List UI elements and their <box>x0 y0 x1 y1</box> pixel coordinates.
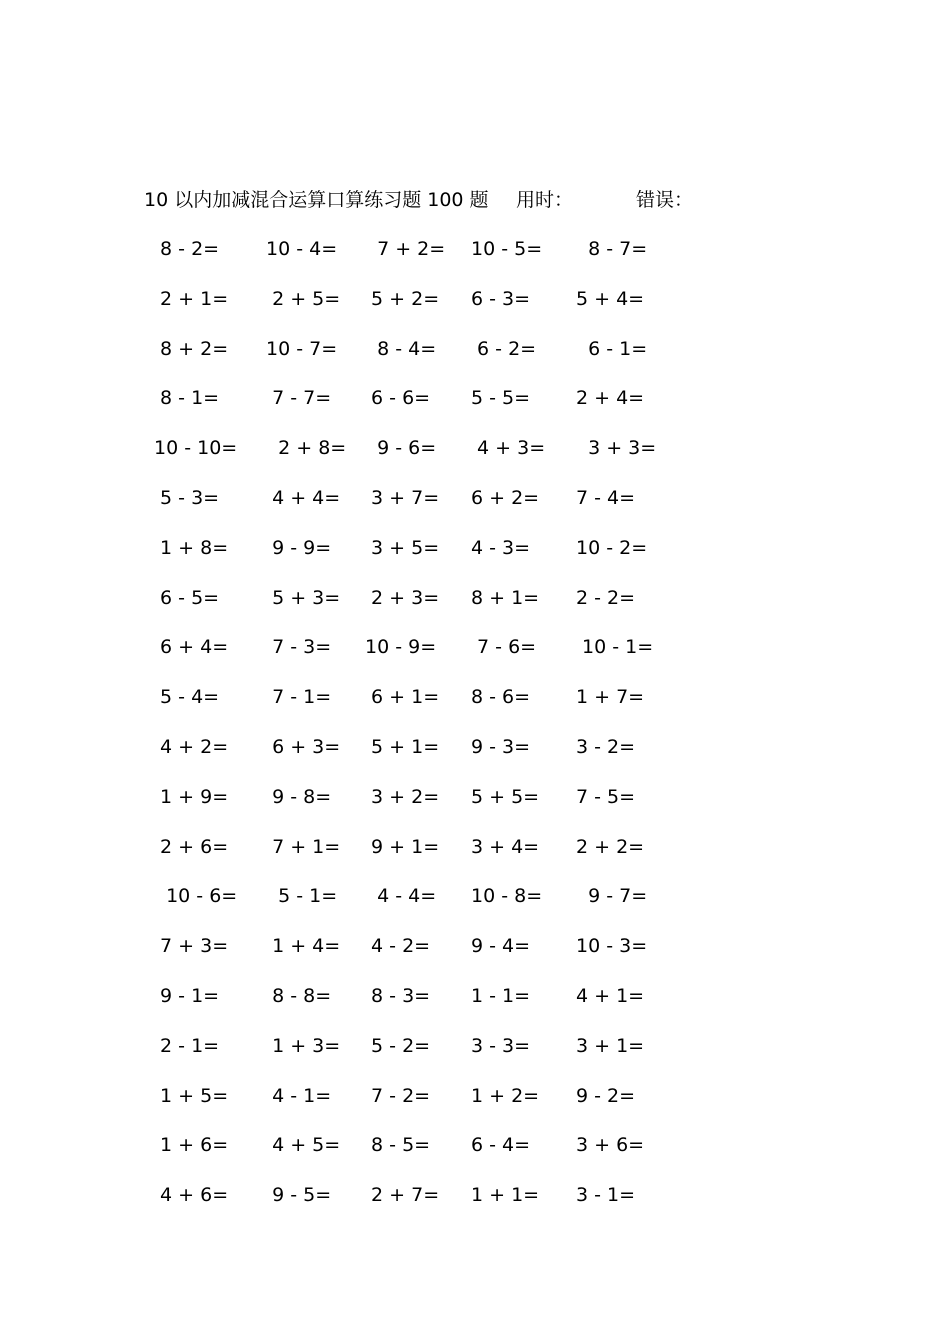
math-problem: 7 + 3= <box>154 935 229 958</box>
math-problem: 6 + 3= <box>260 735 341 758</box>
math-problem: 9 - 1= <box>154 984 220 1007</box>
math-problem: 6 - 1= <box>576 337 648 360</box>
math-problem: 2 + 8= <box>260 437 347 460</box>
math-problem: 7 - 5= <box>576 785 636 808</box>
math-problem: 4 - 4= <box>365 885 437 908</box>
math-problem: 2 + 5= <box>260 287 341 310</box>
math-problem: 7 + 2= <box>365 238 446 260</box>
math-problem: 4 + 5= <box>260 1134 341 1157</box>
math-problem: 5 - 5= <box>471 387 531 410</box>
math-problem: 8 - 4= <box>365 337 437 360</box>
math-problem: 7 - 7= <box>260 387 332 410</box>
math-problem: 3 - 3= <box>471 1034 531 1057</box>
math-problem: 9 - 6= <box>365 437 437 460</box>
math-problem: 8 - 2= <box>154 238 220 260</box>
math-problem: 1 + 2= <box>471 1084 540 1107</box>
math-problem: 3 + 3= <box>576 437 657 460</box>
math-problem: 9 - 8= <box>260 785 332 808</box>
math-problem: 7 + 1= <box>260 835 341 858</box>
math-problem: 8 - 6= <box>471 686 531 709</box>
math-problem: 9 + 1= <box>365 835 440 858</box>
math-problem: 8 - 1= <box>154 387 220 410</box>
math-problem: 5 + 1= <box>365 735 440 758</box>
math-problem: 8 - 5= <box>365 1134 431 1157</box>
math-problem: 8 + 1= <box>471 586 540 609</box>
math-problem: 3 - 2= <box>576 735 636 758</box>
math-problem: 6 - 2= <box>471 337 537 360</box>
math-problem: 3 + 1= <box>576 1034 645 1057</box>
math-problem: 10 - 9= <box>365 636 437 659</box>
math-problem: 1 - 1= <box>471 984 531 1007</box>
math-problem: 1 + 3= <box>260 1034 341 1057</box>
math-problem: 2 + 7= <box>365 1184 440 1207</box>
math-problem: 10 - 7= <box>260 337 338 360</box>
math-problem: 10 - 6= <box>154 885 238 908</box>
math-problem: 10 - 5= <box>471 238 543 260</box>
math-problem: 9 - 3= <box>471 735 531 758</box>
math-problem: 1 + 8= <box>154 536 229 559</box>
error-label: 错误： <box>636 189 694 211</box>
math-problem: 1 + 6= <box>154 1134 229 1157</box>
math-problem: 6 + 4= <box>154 636 229 659</box>
math-problem: 1 + 4= <box>260 935 341 958</box>
math-problem: 10 - 8= <box>471 885 543 908</box>
math-problem: 10 - 3= <box>576 935 648 958</box>
math-problem: 2 + 6= <box>154 835 229 858</box>
math-problem: 7 - 2= <box>365 1084 431 1107</box>
math-problem: 8 - 3= <box>365 984 431 1007</box>
math-problem: 10 - 10= <box>154 437 238 460</box>
math-problem: 9 - 7= <box>576 885 648 908</box>
math-problem: 9 - 9= <box>260 536 332 559</box>
math-problem: 1 + 1= <box>471 1184 540 1207</box>
math-problem: 9 - 4= <box>471 935 531 958</box>
math-problem: 6 - 3= <box>471 287 531 310</box>
math-problem: 8 + 2= <box>154 337 229 360</box>
math-problem: 8 - 7= <box>576 238 648 260</box>
math-problem: 9 - 2= <box>576 1084 636 1107</box>
math-problem: 10 - 1= <box>576 636 654 659</box>
math-problem: 5 + 3= <box>260 586 341 609</box>
worksheet-title: 10 以内加减混合运算口算练习题 100 题 <box>144 189 489 211</box>
math-problem: 3 + 4= <box>471 835 540 858</box>
math-problem: 2 + 4= <box>576 387 645 410</box>
time-label: 用时： <box>516 189 574 211</box>
math-problem: 2 + 3= <box>365 586 440 609</box>
math-problem: 5 - 1= <box>260 885 338 908</box>
math-problem: 5 - 2= <box>365 1034 431 1057</box>
math-problem: 7 - 1= <box>260 686 332 709</box>
math-problem: 1 + 5= <box>154 1084 229 1107</box>
math-problem: 7 - 4= <box>576 486 636 509</box>
math-problem: 4 + 3= <box>471 437 546 460</box>
math-problem: 6 - 4= <box>471 1134 531 1157</box>
math-problem: 7 - 3= <box>260 636 332 659</box>
math-problem: 7 - 6= <box>471 636 537 659</box>
math-problem: 5 + 4= <box>576 287 645 310</box>
math-problem: 2 - 1= <box>154 1034 220 1057</box>
math-problem: 2 - 2= <box>576 586 636 609</box>
math-problem: 10 - 2= <box>576 536 648 559</box>
math-problem: 6 + 2= <box>471 486 540 509</box>
math-problem: 9 - 5= <box>260 1184 332 1207</box>
math-problem: 6 - 6= <box>365 387 431 410</box>
math-problem: 3 + 5= <box>365 536 440 559</box>
math-problem: 5 + 2= <box>365 287 440 310</box>
math-problem: 1 + 9= <box>154 785 229 808</box>
math-problem: 3 + 7= <box>365 486 440 509</box>
math-problem: 4 + 2= <box>154 735 229 758</box>
math-problem: 4 - 3= <box>471 536 531 559</box>
math-problem: 3 - 1= <box>576 1184 636 1207</box>
math-problem: 2 + 1= <box>154 287 229 310</box>
math-problem: 3 + 6= <box>576 1134 645 1157</box>
math-problem: 4 + 4= <box>260 486 341 509</box>
math-problem: 5 + 5= <box>471 785 540 808</box>
math-problem: 2 + 2= <box>576 835 645 858</box>
math-problem: 4 + 6= <box>154 1184 229 1207</box>
math-problem: 5 - 3= <box>154 486 220 509</box>
math-problem: 6 + 1= <box>365 686 440 709</box>
math-problem: 4 + 1= <box>576 984 645 1007</box>
math-problem: 8 - 8= <box>260 984 332 1007</box>
math-problem: 1 + 7= <box>576 686 645 709</box>
math-problem: 10 - 4= <box>260 238 338 260</box>
math-problem: 3 + 2= <box>365 785 440 808</box>
math-problem: 6 - 5= <box>154 586 220 609</box>
math-problem: 5 - 4= <box>154 686 220 709</box>
math-problem: 4 - 2= <box>365 935 431 958</box>
math-problem: 4 - 1= <box>260 1084 332 1107</box>
